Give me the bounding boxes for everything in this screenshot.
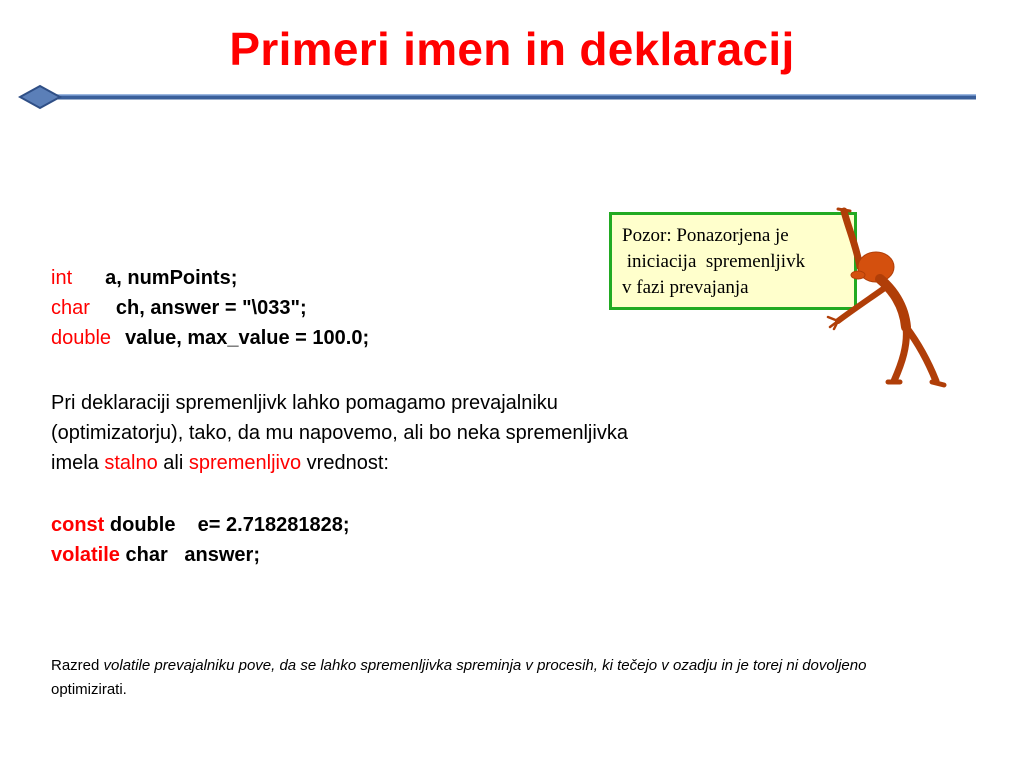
paragraph-text: ali	[157, 452, 189, 474]
qualifier-keyword: const	[51, 514, 105, 536]
qualifier-rest: char answer;	[119, 544, 260, 566]
qualifiers-block	[51, 510, 349, 570]
paragraph-line: Pri deklaraciji spremenljivk lahko pomagamo prevajalniku	[51, 392, 558, 414]
title-divider	[18, 84, 980, 114]
slide-title: Primeri imen in deklaracij	[229, 23, 795, 75]
stick-figure-icon	[820, 205, 970, 390]
paragraph-line	[51, 448, 811, 478]
declaration-line	[51, 323, 369, 353]
highlight-spremenljivo: spremenljivo	[188, 452, 302, 474]
callout-line: Pozor: Ponazorjena je	[622, 225, 789, 246]
footnote	[51, 654, 931, 702]
declaration-line	[51, 293, 369, 323]
paragraph-text: imela	[51, 452, 105, 474]
declaration-rest: a, numPoints;	[105, 267, 238, 289]
callout-line: v fazi prevajanja	[622, 277, 749, 298]
type-keyword: char	[51, 297, 90, 319]
type-keyword: double	[51, 327, 112, 349]
qualifier-line	[51, 510, 349, 540]
type-keyword: int	[51, 267, 73, 289]
highlight-stalno: stalno	[104, 452, 158, 474]
declaration-line	[51, 263, 369, 293]
qualifier-line	[51, 540, 349, 570]
footnote-prefix: Razred	[51, 657, 104, 674]
declaration-rest: value, max_value = 100.0;	[125, 327, 370, 349]
declarations-block	[51, 263, 369, 353]
diamond-icon	[20, 86, 60, 108]
paragraph-text: vrednost:	[301, 452, 389, 474]
qualifier-rest: double e= 2.718281828;	[104, 514, 350, 536]
explanation-paragraph	[51, 388, 811, 478]
footnote-italic: volatile prevajalniku pove, da se lahko spremenljivka spreminja v procesih, ki tečejo v ozadju in je torej ni dovoljeno	[103, 657, 867, 674]
footnote-suffix: optimizirati.	[51, 681, 127, 698]
qualifier-keyword: volatile	[51, 544, 120, 566]
paragraph-line: (optimizatorju), tako, da mu napovemo, ali bo neka spremenljivka	[51, 422, 628, 444]
callout-line: iniciacija spremenljivk	[622, 251, 806, 272]
declaration-rest: ch, answer = "\033";	[115, 297, 307, 319]
